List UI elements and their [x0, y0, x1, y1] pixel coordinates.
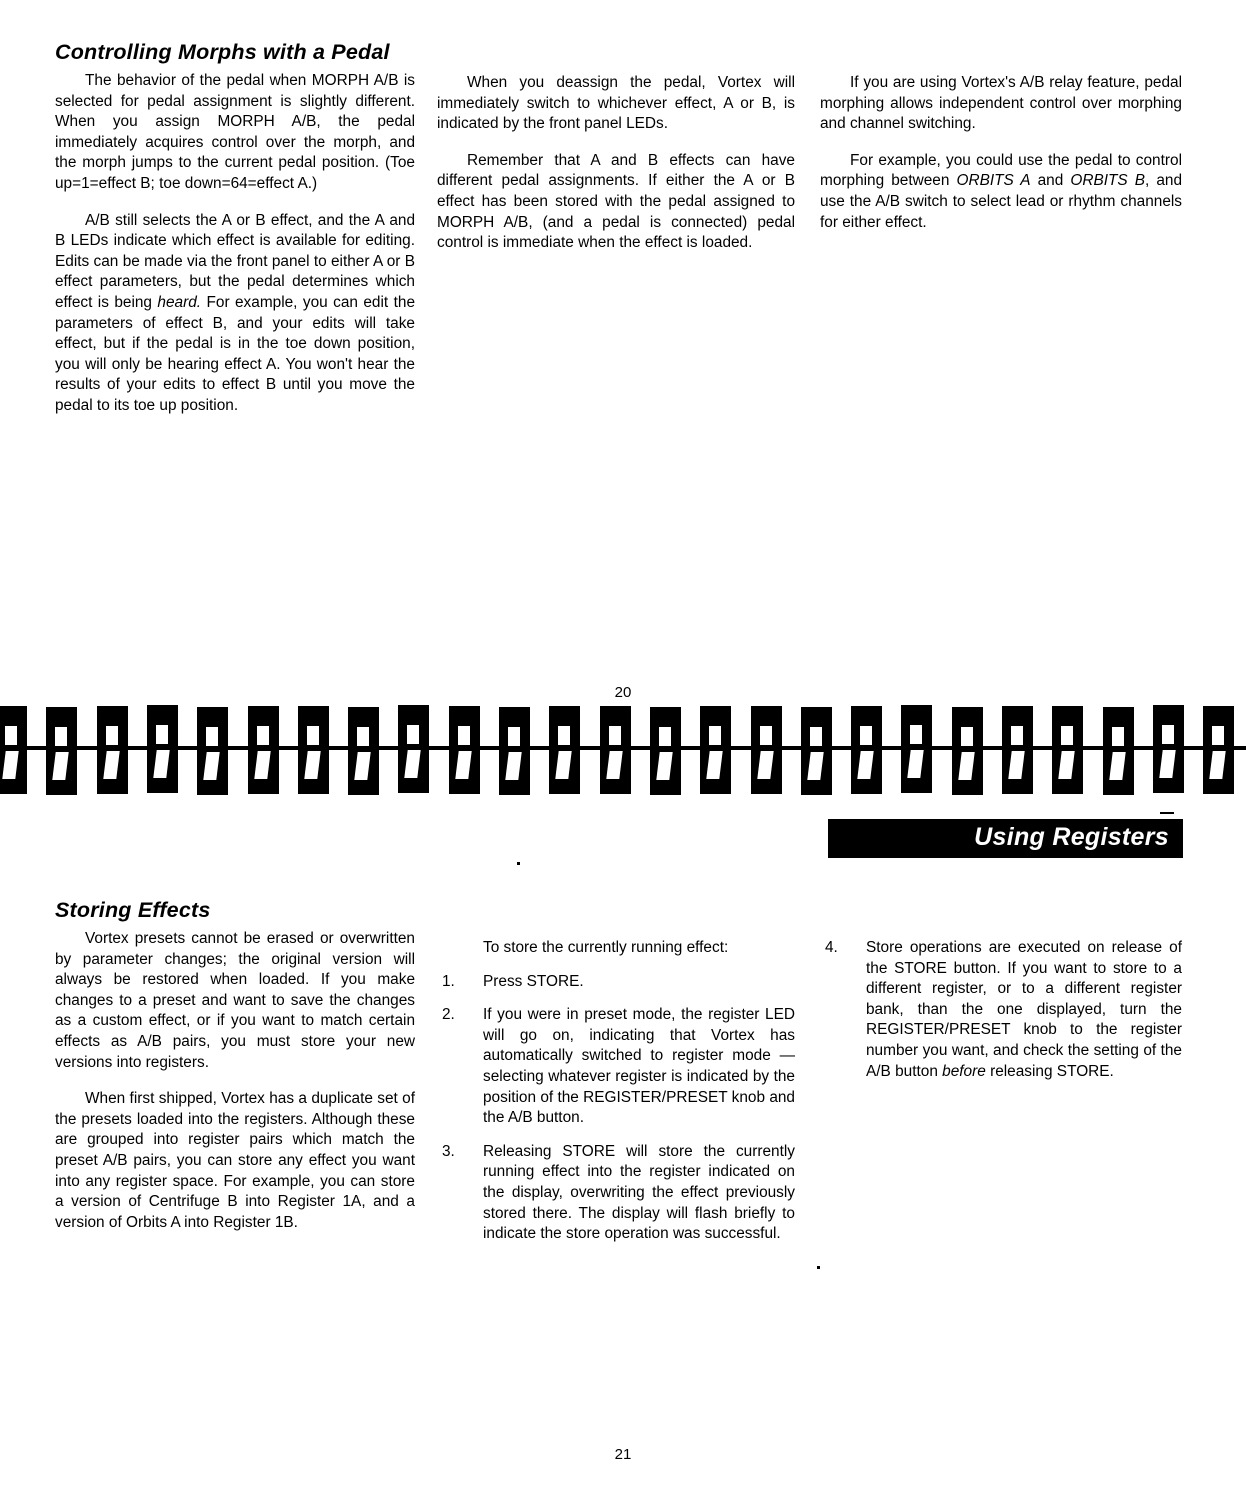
- binding-coil: [398, 705, 429, 793]
- paragraph-text-post-italic: For example, you can edit the parameters of effect B, and your edits will take effect, but if the pedal is in the toe down position, you will only be hearing effect A. You won't hear the results of your edits to effect B until you move the pedal to its toe up position.: [55, 293, 415, 414]
- list-item-text: Releasing STORE will store the currently running effect into the register indicated on the display, overwriting the effect previously stored there. The display will flash briefly to indicate the store operation was successful.: [483, 1142, 795, 1243]
- list-item: [437, 1005, 795, 1129]
- binding-coil: [600, 706, 631, 794]
- list-item: [437, 1142, 795, 1245]
- binding-coil: [147, 705, 178, 793]
- binding-coil: [1002, 706, 1033, 794]
- scan-speck: [517, 862, 520, 865]
- bottom-column-3: [820, 938, 1182, 1082]
- list-item-number: 2.: [442, 1006, 455, 1024]
- binding-coil: [348, 707, 379, 795]
- list-item-text-part-1: Store operations are executed on release of the STORE button. If you want to store to a different register, or to a different register bank, than the one displayed, turn the REGISTER/PRESET knob to the register number you want, and check the setting of the A/B button: [866, 939, 1182, 1080]
- emphasis-orbits-b: ORBITS B: [1070, 172, 1145, 190]
- list-item: [820, 938, 1182, 1082]
- emphasis-heard: heard.: [157, 293, 202, 311]
- store-steps-list: [437, 972, 795, 1245]
- paragraph-text-part-1: For example, you could use the pedal to control morphing between: [820, 151, 1182, 190]
- list-item-number: 1.: [442, 972, 455, 990]
- list-item-text: If you were in preset mode, the register LED will go on, indicating that Vortex has automatically switched to register mode — selecting whatever register is indicated by the position of the REGISTER/PRESET knob and the A/B button.: [483, 1006, 795, 1127]
- binding-coil: [499, 707, 530, 795]
- binding-coil: [549, 706, 580, 794]
- binding-coil: [197, 707, 228, 795]
- bottom-column-2: [437, 938, 795, 1245]
- store-steps-list-continued: [820, 938, 1182, 1082]
- top-column-2: [437, 73, 795, 254]
- paragraph: [820, 151, 1182, 233]
- scan-speck: [1160, 812, 1174, 814]
- paragraph: [55, 211, 415, 417]
- binding-coil: [0, 706, 27, 794]
- section-heading-storing-effects: Storing Effects: [55, 898, 211, 922]
- top-column-3: [820, 73, 1182, 233]
- paragraph: Vortex presets cannot be erased or overwritten by parameter changes; the original version will always be restored when loaded. If you make changes to a preset and want to save the changes as a custom effect, or if you want to match certain effects as A/B pairs, you must store your new versions into registers.: [55, 930, 415, 1071]
- spiral-binding-artifact: [0, 706, 1246, 794]
- emphasis-orbits-a: ORBITS A: [956, 172, 1031, 190]
- top-column-1: [55, 40, 415, 417]
- paragraph-text-part-2: and: [1030, 172, 1071, 190]
- binding-coil: [1103, 707, 1134, 795]
- binding-coil: [46, 707, 77, 795]
- scan-speck: [817, 1266, 820, 1269]
- banner-title: Using Registers: [974, 823, 1169, 851]
- emphasis-before: before: [942, 1062, 986, 1080]
- steps-intro: To store the currently running effect:: [483, 939, 729, 956]
- paragraph: If you are using Vortex's A/B relay feature, pedal morphing allows independent control over morphing and channel switching.: [820, 74, 1182, 133]
- binding-coil: [1052, 706, 1083, 794]
- paragraph-text-part-3: , and use the A/B switch to select lead or rhythm channels for either effect.: [820, 172, 1183, 231]
- paragraph: When first shipped, Vortex has a duplicate set of the presets loaded into the registers. Although these are grouped into register pairs which match the preset A/B pairs, you can store any effect you want into any register space. For example, you can store a version of Centrifuge B into Register 1A, and a version of Orbits A into Register 1B.: [55, 1090, 415, 1231]
- binding-coil: [97, 706, 128, 794]
- paragraph-text-pre-italic: A/B still selects the A or B effect, and the A and B LEDs indicate which effect is available for editing. Edits can be made via the front panel to either A or B effect parameters, but the pedal determines which effect is being: [55, 211, 415, 311]
- page-number-bottom: 21: [614, 1446, 632, 1463]
- binding-coil: [650, 707, 681, 795]
- binding-coil: [298, 706, 329, 794]
- paragraph: The behavior of the pedal when MORPH A/B is selected for pedal assignment is slightly different. When you assign MORPH A/B, the pedal immediately acquires control over the morph, and the morph jumps to the current pedal position. (Toe up=1=effect B; toe down=64=effect A.): [55, 72, 415, 192]
- section-heading-controlling-morphs: Controlling Morphs with a Pedal: [55, 40, 390, 64]
- binding-coil: [901, 705, 932, 793]
- paragraph: Remember that A and B effects can have different pedal assignments. If either the A or B effect has been stored with the pedal assigned to MORPH A/B, (and a pedal is connected) pedal control is immediate when the effect is loaded.: [437, 151, 795, 252]
- list-item-text-part-2: releasing STORE.: [985, 1062, 1114, 1080]
- binding-coil: [751, 706, 782, 794]
- binding-coil: [700, 706, 731, 794]
- binding-coil: [952, 707, 983, 795]
- list-item-number: 3.: [442, 1142, 455, 1160]
- binding-coil: [248, 706, 279, 794]
- binding-coil: [1153, 705, 1184, 793]
- page-number-top: 20: [614, 684, 632, 701]
- binding-coil: [1203, 706, 1234, 794]
- paragraph: When you deassign the pedal, Vortex will immediately switch to whichever effect, A or B, is indicated by the front panel LEDs.: [437, 74, 795, 133]
- bottom-column-1: [55, 898, 415, 1233]
- list-item-number: 4.: [825, 939, 838, 956]
- list-item-text: Press STORE.: [483, 972, 584, 990]
- section-banner-using-registers: [828, 819, 1183, 858]
- binding-coil: [851, 706, 882, 794]
- binding-coil: [801, 707, 832, 795]
- binding-coil: [449, 706, 480, 794]
- list-item: [437, 972, 795, 993]
